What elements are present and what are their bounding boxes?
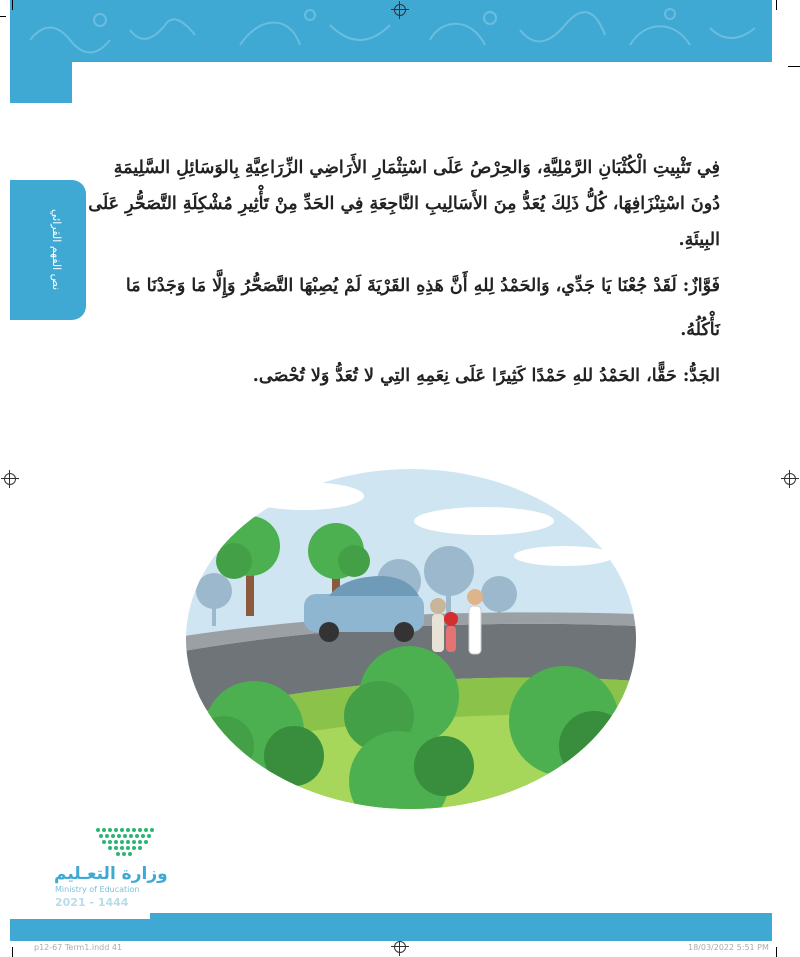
- crop-mark: [776, 0, 777, 10]
- crop-mark: [776, 947, 777, 957]
- crop-mark: [788, 66, 800, 67]
- print-slug-file: p12-67 Term1.indd 41: [34, 943, 123, 952]
- ministry-name-english: Ministry of Education: [55, 885, 140, 894]
- print-slug-date: 18/03/2022 5:51 PM: [688, 943, 769, 952]
- header-cutout: [72, 62, 772, 103]
- registration-mark: [4, 473, 16, 485]
- registration-mark: [394, 941, 406, 953]
- crop-mark: [0, 16, 6, 17]
- footer-cutout: [10, 913, 150, 919]
- crop-mark: [12, 947, 13, 957]
- footer-band: [10, 913, 772, 941]
- paragraph-desertification: فِي تَثْبِيتِ الْكُثْبَانِ الرَّمْلِيَّةِ، وَالحِرْصُ عَلَى اسْتِثْمَارِ الأَرَاضِي الزِّرَاعِيَّةِ بِالوَسَائِلِ السَّلِيمَةِ دُونَ اسْتِنْزَافِهَا، كُلُّ ذَلِكَ يُعَدُّ مِنَ الأَسَالِيبِ النَّاجِعَةِ فِي الحَدِّ مِنْ تَأْثِيرِ مُشْكِلَةِ التَّصَحُّرِ عَلَى البِيئَةِ.: [88, 158, 720, 250]
- paragraph-fawaz: فَوَّازٌ: لَقَدْ جُعْنَا يَا جَدِّي، وَالحَمْدُ لِلهِ أَنَّ هَذِهِ القَرْيَةَ لَمْ يُصِبْهَا التَّصَحُّرُ وَإِلَّا مَا وَجَدْنَا مَا نَأْكُلُهُ.: [125, 276, 720, 340]
- paragraph-grandfather: الجَدُّ: حَقًّا، الحَمْدُ للهِ حَمْدًا كَثِيرًا عَلَى نِعَمِهِ التِي لا تُعَدُّ وَلا تُحْصَى.: [252, 366, 720, 386]
- crop-mark: [12, 0, 13, 10]
- ministry-logo-icon: [48, 824, 158, 864]
- registration-mark: [784, 473, 796, 485]
- header-band: [10, 0, 772, 103]
- registration-mark: [394, 4, 406, 16]
- village-road-illustration: [184, 466, 638, 812]
- academic-year: 2021 - 1444: [55, 896, 129, 909]
- ministry-name-arabic: وزارة التعـليم: [54, 864, 168, 884]
- side-tab-label: نص الفهم القرائي: [50, 209, 63, 291]
